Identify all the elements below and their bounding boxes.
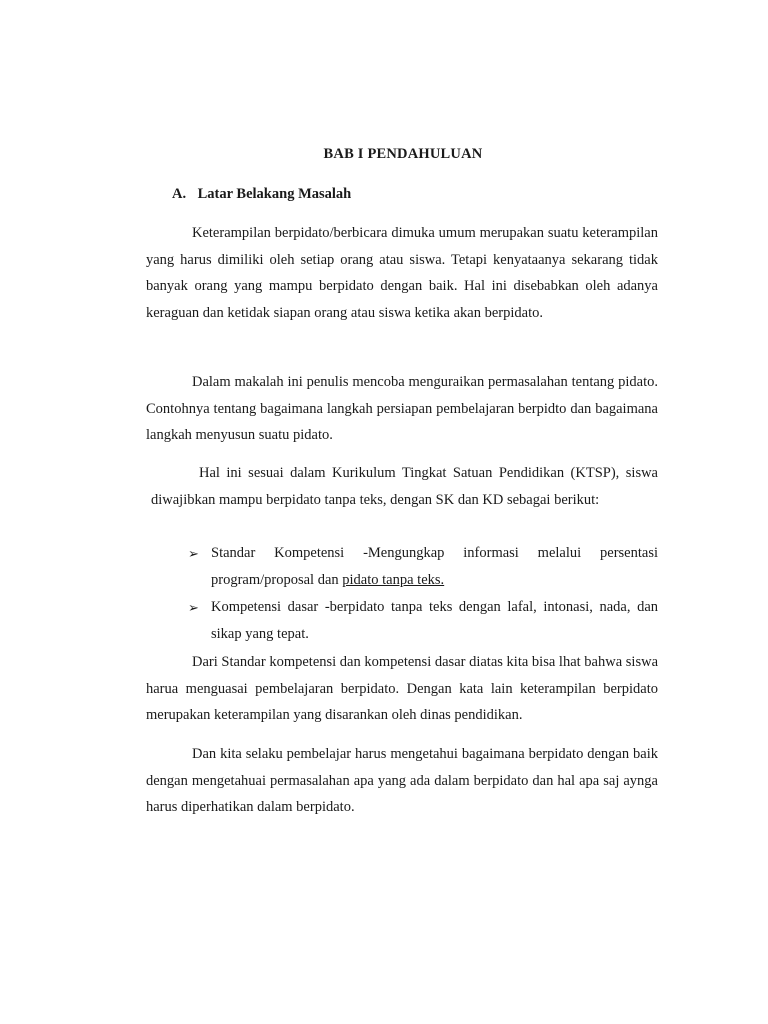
section-heading-text: Latar Belakang Masalah — [197, 186, 352, 202]
list-item-text: Standar Kompetensi -Mengungkap informasi melalui persentasi program/proposal dan — [211, 545, 658, 588]
underlined-text: pidato tanpa teks. — [342, 572, 445, 588]
list-item-text: Kompetensi dasar -berpidato tanpa teks dengan lafal, intonasi, nada, dan sikap yang tepat. — [211, 599, 658, 642]
arrow-bullet-icon: ➢ — [188, 546, 199, 561]
paragraph-1: Keterampilan berpidato/berbicara dimuka umum merupakan suatu keterampilan yang harus dimiliki oleh setiap orang atau siswa. Tetapi kenyataanya sekarang tidak banyak orang yang mampu berpidato dengan baik. Hal ini disebabkan oleh adanya keraguan dan ketidak siapan orang atau siswa ketika akan berpidato. — [146, 225, 658, 321]
paragraph-3: Hal ini sesuai dalam Kurikulum Tingkat Satuan Pendidikan (KTSP), siswa diwajibkan mampu berpidato tanpa teks, dengan SK dan KD sebagai berikut: — [151, 465, 658, 508]
section-heading — [172, 186, 351, 203]
section-number: A. — [172, 186, 187, 202]
paragraph-2: Dalam makalah ini penulis mencoba menguraikan permasalahan tentang pidato. Contohnya tentang bagaimana langkah persiapan pembelajaran berpidto dan bagaimana langkah menyusun suatu pidato. — [146, 374, 658, 443]
list-item-kompetensi-dasar — [188, 594, 658, 648]
list-item-standar-kompetensi — [188, 540, 658, 594]
chapter-title: BAB I PENDAHULUAN — [323, 146, 483, 162]
arrow-bullet-icon: ➢ — [188, 600, 199, 615]
competency-list — [188, 540, 658, 648]
paragraph-4: Dari Standar kompetensi dan kompetensi dasar diatas kita bisa lhat bahwa siswa harua menguasai pembelajaran berpidato. Dengan kata lain keterampilan berpidato merupakan keterampilan yang disarankan oleh dinas pendidikan. — [146, 654, 658, 723]
paragraph-5: Dan kita selaku pembelajar harus mengetahui bagaimana berpidato dengan baik dengan mengetahuai permasalahan apa yang ada dalam berpidato dan hal apa saj aynga harus diperhatikan dalam berpidato. — [146, 746, 658, 815]
